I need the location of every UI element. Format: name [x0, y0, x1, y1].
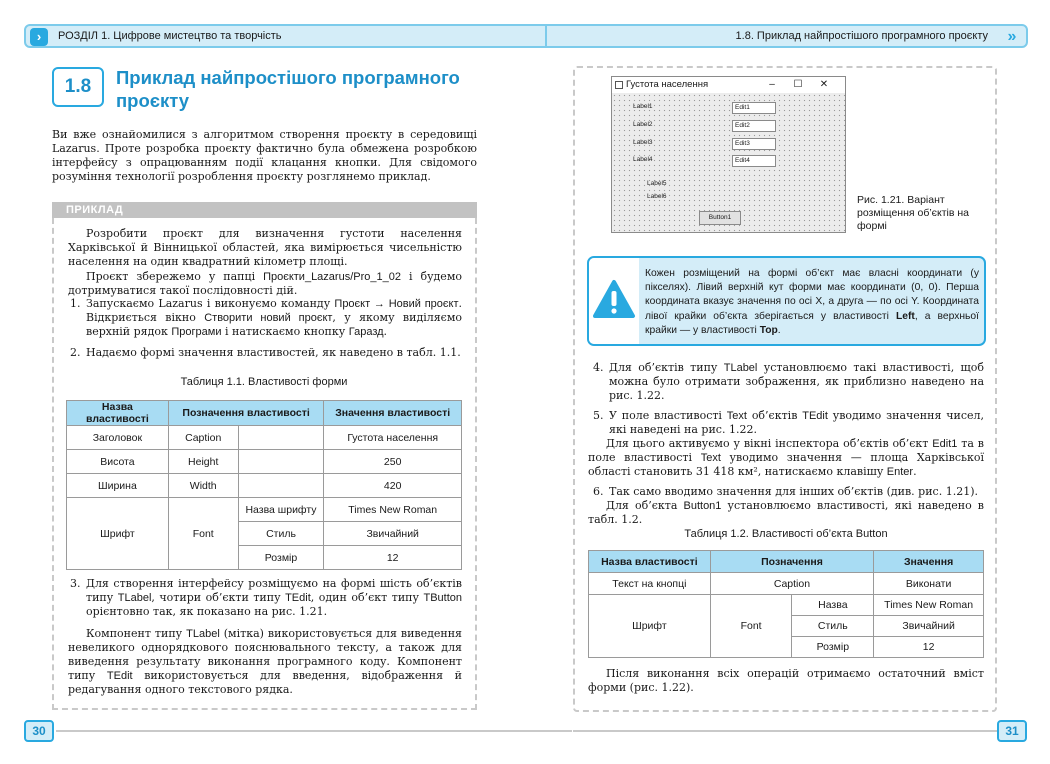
- table-row: Стиль Звичайний: [67, 522, 462, 546]
- close-icon[interactable]: ✕: [819, 79, 829, 90]
- button-paragraph: Для об’єкта Button1 установлюємо властивості, які наведено в табл. 1.2.: [588, 499, 984, 526]
- table-row: Шрифт Font Назва шрифту Times New Roman: [67, 498, 462, 522]
- edit-1[interactable]: Edit1: [732, 102, 776, 114]
- label-4[interactable]: Label4: [633, 156, 653, 163]
- button-1[interactable]: Button1: [699, 211, 741, 225]
- step-1: 1. Запускаємо Lazarus і виконуємо команду Проєкт → Новий проєкт. Відкриється вікно Створити новий проєкт, у якому виділяємо верхній рядок Програми і натискаємо кнопку Гаразд.: [70, 297, 462, 338]
- table-row: Розмір 12: [67, 546, 462, 570]
- section-number-badge: 1.8: [52, 67, 104, 107]
- edit-3[interactable]: Edit3: [732, 138, 776, 150]
- section-title: Приклад найпростішого програмного проєкту: [116, 67, 460, 111]
- page-number-left: 30: [24, 720, 54, 742]
- final-paragraph: Після виконання всіх операцій отримаємо остаточний вміст форми (рис. 1.22).: [588, 667, 984, 694]
- table-row: Заголовок Caption Густота населення: [67, 426, 462, 450]
- edit-4[interactable]: Edit4: [732, 155, 776, 167]
- table-row: Шрифт Font Назва Times New Roman: [589, 595, 984, 616]
- save-paragraph: Проєкт збережемо у папці Проєкти_Lazarus/Pro_1_02 і будемо дотримуватися такої послідовності дій.: [68, 270, 462, 297]
- chapter-title: РОЗДІЛ 1. Цифрове мистецтво та творчість: [58, 30, 282, 42]
- minimize-icon[interactable]: –: [769, 79, 775, 90]
- lazarus-form-window: [611, 76, 846, 233]
- bottom-rule: [573, 730, 997, 732]
- label-6[interactable]: Label6: [647, 193, 667, 200]
- label-1[interactable]: Label1: [633, 103, 653, 110]
- table-header: Позначення властивості: [168, 401, 324, 426]
- form-properties-table: [66, 400, 462, 570]
- table-header: Назва властивості: [589, 551, 711, 573]
- app-icon: [615, 81, 623, 89]
- page-number-right: 31: [997, 720, 1027, 742]
- bottom-rule: [56, 730, 572, 732]
- intro-paragraph: Ви вже ознайомилися з алгоритмом створення проєкту в середовищі Lazarus. Проте розробка проєкту фактично була обмежена розробкою інтерфейсу з опрацюванням події клацання кнопки. Для свідомого розуміння технології розроблення проєкту розглянемо приклад.: [52, 128, 477, 183]
- table-1-caption: Таблиця 1.1. Властивості форми: [180, 376, 348, 388]
- step-4: 4. Для об’єктів типу TLabel установлюємо такі властивості, щоб можна було отримати зображення, як приблизно наведено на рис. 1.22.: [593, 361, 985, 402]
- table-row: Стиль Звичайний: [589, 616, 984, 637]
- form-designer-grid: [612, 93, 845, 232]
- table-header: Значення: [874, 551, 984, 573]
- project-folder-path: Проєкти_Lazarus/Pro_1_02: [263, 271, 401, 283]
- running-header: [24, 24, 1028, 48]
- note-box: [587, 256, 986, 346]
- task-paragraph: Розробити проєкт для визначення густоти населення Харківської й Вінницької областей, яка вимірюється чисельністю населення на один квадратний кілометр площі.: [68, 227, 462, 268]
- edit-2[interactable]: Edit2: [732, 120, 776, 132]
- label-3[interactable]: Label3: [633, 139, 653, 146]
- note-text: Кожен розміщений на формі об’єкт має власні координати (у пікселях). Лівий верхній кут форми має координати (0, 0). Перша координата вказує значення по осі X, а друга — по осі Y. Координата лівої крайки об’єкта зберігається у властивості Left, а верхньої крайки — у властивості Top.: [645, 268, 979, 336]
- form-titlebar: [612, 77, 845, 93]
- header-divider: [545, 26, 547, 46]
- activate-paragraph: Для цього активуємо у вікні інспектора об’єктів об’єкт Edit1 та в поле властивості Text уводимо значення — площа Харківської області становить 31 418 км², натискаємо клавішу Enter.: [588, 437, 984, 478]
- step-6: 6. Так само вводимо значення для інших об’єктів (див. рис. 1.21).: [593, 485, 978, 498]
- label-5[interactable]: Label5: [647, 180, 667, 187]
- chevron-right-icon: ›: [30, 28, 48, 46]
- table-row: Висота Height 250: [67, 450, 462, 474]
- maximize-icon[interactable]: ☐: [793, 79, 803, 90]
- table-2-caption: Таблиця 1.2. Властивості об’єкта Button: [684, 528, 888, 540]
- table-header: Позначення: [710, 551, 874, 573]
- table-row: Ширина Width 420: [67, 474, 462, 498]
- label-2[interactable]: Label2: [633, 121, 653, 128]
- section-running-title: 1.8. Приклад найпростішого програмного проєкту: [735, 30, 988, 42]
- component-paragraph: Компонент типу TLabel (мітка) використовується для виведення невеликого однорядкового пояснювального тексту, а також для виведення результату виконання програмного коду. Компонент типу TEdit використовується для введення, відображення й редагування одного текстового рядка.: [68, 627, 463, 696]
- step-3: 3. Для створення інтерфейсу розміщуємо на формі шість об’єктів типу TLabel, чотири об’єкти типу TEdit, один об’єкт типу TButton орієнтовно так, як показано на рис. 1.21.: [70, 577, 463, 618]
- table-row: Текст на кнопці Caption Виконати: [589, 573, 984, 595]
- example-label: ПРИКЛАД: [52, 202, 477, 218]
- step-5: 5. У поле властивості Text об’єктів TEdit уводимо значення чисел, які наведені на рис. 1.22.: [593, 409, 984, 436]
- table-row: Розмір 12: [589, 637, 984, 658]
- warning-icon: [589, 258, 639, 344]
- button-properties-table: [588, 550, 984, 658]
- table-header: Значення властивості: [324, 401, 462, 426]
- double-chevron-right-icon: »: [1007, 28, 1013, 45]
- step-2: 2. Надаємо формі значення властивостей, як наведено в табл. 1.1.: [70, 346, 461, 359]
- figure-caption: Рис. 1.21. Варіант розміщення об’єктів на формі: [857, 194, 970, 232]
- table-header: Назва властивості: [67, 401, 169, 426]
- form-title: Густота населення: [626, 79, 709, 90]
